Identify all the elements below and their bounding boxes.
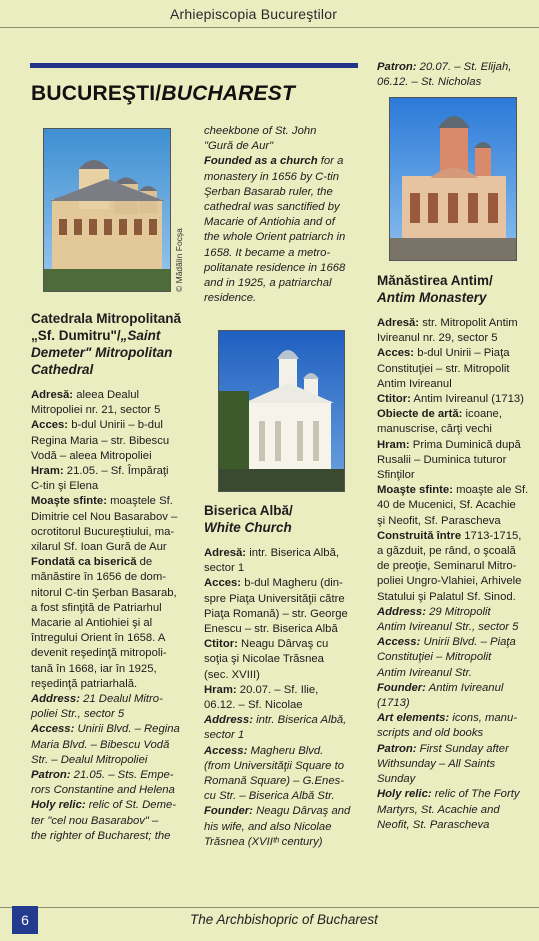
- field-label: Address:: [377, 605, 426, 618]
- text-line: [377, 453, 537, 468]
- text-line: [31, 601, 191, 616]
- text-line: [31, 525, 191, 540]
- field-value: Constituţiei – str. Mitropolit: [377, 362, 510, 375]
- text-line: [377, 787, 537, 802]
- field-value: a fost sfinţită de Patriarhul: [31, 601, 162, 614]
- column-1: [31, 310, 191, 844]
- field-value: rors Constantine and Helena: [31, 784, 175, 797]
- field-value: cu Str. – Biserica Albă Str.: [204, 790, 335, 803]
- field-label: Ctitor:: [377, 393, 411, 406]
- field-value: for a: [317, 155, 344, 168]
- field-value: Sfinţilor: [377, 469, 415, 482]
- text-line: [31, 798, 191, 813]
- field-value: ocrotitorul Bucureştiului, ma-: [31, 525, 175, 538]
- field-label: Hram:: [31, 465, 64, 478]
- field-value: Antim Ivireanul Str., sector 5: [377, 621, 519, 634]
- field-label: Adresă:: [204, 547, 247, 559]
- field-value: Maria Blvd. – Bibescu Vodă: [31, 738, 170, 751]
- field-value: and in 1925, a patriarchal: [204, 277, 332, 290]
- text-line: [377, 696, 537, 711]
- page-number: 6: [12, 906, 38, 934]
- field-value: a găzduit, pe rând, o şcoală: [377, 545, 516, 558]
- text-line: [204, 592, 364, 607]
- column-3-lower: [377, 272, 537, 833]
- field-label: Acces:: [377, 347, 415, 360]
- field-value: Antim Ivireanul: [425, 681, 504, 694]
- field-value: Piaţa Romană) – str. George: [204, 607, 348, 620]
- text-line: [31, 418, 191, 433]
- text-line: [377, 75, 537, 90]
- text-line: [31, 662, 191, 677]
- field-value: Neagu Dârvaş cu: [237, 638, 329, 651]
- field-value: 20.07. – Sf. Ilie,: [236, 683, 319, 696]
- field-value: soţia şi Nicolae Trăsnea: [204, 653, 324, 666]
- field-value: Ivireanul nr. 29, sector 5: [377, 332, 498, 345]
- field-value: Antim Ivireanul Str.: [377, 666, 473, 679]
- field-label: Address:: [31, 693, 80, 706]
- text-line: [377, 468, 537, 483]
- field-label: Moaşte sfinte:: [377, 484, 453, 497]
- text-line: [31, 829, 191, 844]
- field-value: intr. Biserica Albă,: [246, 547, 340, 559]
- field-value: cheekbone of St. John: [204, 125, 317, 137]
- heading-line: Biserica Albă/: [204, 503, 293, 518]
- field-label: Holy relic:: [377, 788, 432, 801]
- field-value: his wife, and also Nicolae: [204, 820, 332, 833]
- heading-line-en: Demeter" Mitropolitan: [31, 345, 173, 360]
- text-line: [377, 392, 537, 407]
- field-value: str. Mitropolit Antim: [419, 317, 518, 329]
- field-value: Withsunday – All Saints: [377, 757, 496, 770]
- column-3: [377, 60, 537, 90]
- field-value: intr. Biserica Albă,: [252, 714, 347, 727]
- field-value: b-dul Magheru (din-: [241, 577, 343, 590]
- field-value: ter "cel nou Basarabov" –: [31, 814, 159, 827]
- header-divider: [0, 27, 539, 28]
- text-line: [204, 835, 364, 850]
- field-value: aleea Dealul: [73, 389, 140, 401]
- field-value: Martyrs, St. Acachie and: [377, 803, 500, 816]
- heading-line-en: Cathedral: [31, 362, 94, 377]
- text-line: [31, 586, 191, 601]
- white-church-heading: [204, 502, 364, 536]
- text-line: [377, 544, 537, 559]
- text-line: [204, 291, 364, 306]
- field-value: C-tin şi Elena: [31, 480, 99, 493]
- antim-monastery-photo: [389, 97, 517, 261]
- text-line: [377, 635, 537, 650]
- heading-line-en: White Church: [204, 520, 292, 535]
- column-2: [204, 124, 364, 306]
- field-value: First Sunday after: [416, 742, 509, 755]
- text-line: [377, 605, 537, 620]
- text-line: [31, 510, 191, 525]
- cathedral-heading: [31, 310, 191, 378]
- text-line: [377, 620, 537, 635]
- text-line: [204, 759, 364, 774]
- field-value: Antim Ivireanul: [377, 377, 452, 390]
- column-2-lower: [204, 502, 364, 850]
- text-line: [377, 681, 537, 696]
- text-line: [204, 124, 364, 139]
- field-label: Acces:: [31, 419, 69, 432]
- field-value: Şerban Basarab ruler, the: [204, 185, 333, 198]
- text-line: [31, 388, 191, 403]
- antim-heading: [377, 272, 537, 306]
- field-value: (sec. XVIII): [204, 668, 260, 681]
- field-label: Adresă:: [31, 389, 74, 401]
- field-label: Access:: [31, 723, 75, 736]
- field-value: 29 Mitropolit: [425, 605, 491, 618]
- text-line: [377, 726, 537, 741]
- field-value: Neagu Dârvaş and: [252, 805, 351, 818]
- photo-credit: © Mădălin Focşa: [174, 228, 184, 292]
- text-line: [377, 316, 537, 331]
- text-line: [31, 692, 191, 707]
- text-line: [31, 783, 191, 798]
- field-value: cathedral was sanctified by: [204, 201, 340, 214]
- text-line: [204, 154, 364, 169]
- field-value: "Gură de Aur": [204, 140, 274, 153]
- text-line: [31, 464, 191, 479]
- field-value: de: [136, 556, 153, 569]
- text-line: [204, 200, 364, 215]
- text-line: [377, 742, 537, 757]
- field-value: 1658. It became a metro-: [204, 246, 331, 259]
- field-value: devenit reşedinţă mitropoli-: [31, 647, 167, 660]
- text-line: [31, 677, 191, 692]
- field-value: sector 1: [204, 562, 245, 575]
- section-title-en: BUCHAREST: [161, 82, 295, 105]
- field-value: relic of St. Deme-: [85, 799, 177, 812]
- field-value: 21.05. – Sts. Empe-: [70, 769, 174, 782]
- text-line: [31, 616, 191, 631]
- text-line: [204, 215, 364, 230]
- field-value: manuscrise, cărţi vechi: [377, 423, 492, 436]
- field-label: Construită între: [377, 529, 462, 542]
- text-line: [377, 711, 537, 726]
- text-line: [204, 185, 364, 200]
- white-church-details: [204, 546, 364, 850]
- field-label: Art elements:: [377, 712, 450, 725]
- text-line: [377, 331, 537, 346]
- field-value: 1713-1715,: [461, 529, 522, 542]
- text-line: [31, 707, 191, 722]
- field-value: Antim Ivireanul (1713): [410, 393, 524, 406]
- field-label: Ctitor:: [204, 638, 238, 651]
- field-value: Romană Square) – G.Enes-: [204, 775, 345, 788]
- field-value: Constituţiei – Mitropolit: [377, 651, 492, 664]
- field-value: the whole Orient patriarch in: [204, 231, 346, 244]
- field-value: 06.12. – St. Nicholas: [377, 76, 482, 89]
- text-line: [31, 570, 191, 585]
- text-line: [204, 622, 364, 637]
- section-title: [31, 82, 295, 106]
- field-label: Founder:: [377, 681, 426, 694]
- field-value: poliei Ungro-Vlahiei, Arhivele: [377, 575, 522, 588]
- text-line: [377, 818, 537, 833]
- text-line: [377, 60, 537, 75]
- field-value: Mitropoliei nr. 21, sector 5: [31, 404, 161, 417]
- text-line: [204, 637, 364, 652]
- section-title-ro: BUCUREŞTI/: [31, 82, 162, 105]
- text-line: [31, 738, 191, 753]
- field-label: Fondată ca biserică: [31, 556, 137, 569]
- text-line: [204, 744, 364, 759]
- field-value: şi Neofit, Sf. Parascheva: [377, 514, 501, 527]
- text-line: [377, 666, 537, 681]
- text-line: [377, 772, 537, 787]
- field-value: Neofit, St. Parascheva: [377, 818, 490, 831]
- field-value: mănăstire în 1656 de dom-: [31, 571, 167, 584]
- field-value: spre Piaţa Universităţii către: [204, 592, 345, 605]
- field-label: Founder:: [204, 805, 253, 818]
- text-line: [377, 514, 537, 529]
- text-line: [377, 422, 537, 437]
- text-line: [31, 494, 191, 509]
- field-value: Prima Duminică după: [409, 438, 521, 451]
- field-value: icoane,: [462, 408, 502, 421]
- field-label: Holy relic:: [31, 799, 86, 812]
- field-value: scripts and old books: [377, 727, 484, 740]
- field-value: Unirii Blvd. – Piaţa: [420, 636, 516, 649]
- field-value: Str. – Dealul Mitropoliei: [31, 753, 148, 766]
- text-line: [377, 362, 537, 377]
- field-value: Dimitrie cel Nou Basarabov –: [31, 510, 178, 523]
- field-value: 21.05. – Sf. Împăraţi: [63, 465, 169, 478]
- field-label: Hram:: [204, 683, 237, 696]
- text-line: [204, 698, 364, 713]
- text-line: [204, 683, 364, 698]
- field-value: monastery in 1656 by C-tin: [204, 170, 340, 183]
- field-value: residence.: [204, 292, 257, 305]
- text-line: [377, 377, 537, 392]
- heading-line-en: „Saint: [120, 328, 161, 343]
- field-label: Hram:: [377, 438, 410, 451]
- text-line: [204, 713, 364, 728]
- field-value: Regina Maria – str. Bibescu: [31, 434, 170, 447]
- field-value: xilarul Sf. Ioan Gură de Aur: [31, 541, 167, 554]
- text-line: [204, 607, 364, 622]
- field-value: Macarie al Antiohiei şi al: [31, 617, 153, 630]
- text-line: [204, 276, 364, 291]
- field-value: relic of The Forty: [431, 788, 520, 801]
- text-line: [377, 650, 537, 665]
- field-value: 21 Dealul Mitro-: [79, 693, 163, 706]
- heading-line: Catedrala Mitropolitană: [31, 311, 182, 326]
- field-value: moaşte ale Sf.: [452, 484, 529, 497]
- text-line: [377, 407, 537, 422]
- text-line: [31, 434, 191, 449]
- text-line: [204, 246, 364, 261]
- text-line: [204, 170, 364, 185]
- field-value: 06.12. – Sf. Nicolae: [204, 699, 303, 712]
- field-label: Acces:: [204, 577, 242, 590]
- antim-details: [377, 316, 537, 833]
- field-label: Access:: [204, 744, 248, 757]
- text-line: [31, 449, 191, 464]
- field-value: icons, manu-: [449, 712, 518, 725]
- cathedral-details-continued: [204, 124, 364, 306]
- text-line: [377, 757, 537, 772]
- field-value: tană în 1668, iar în 1925,: [31, 662, 157, 675]
- field-value: b-dul Unirii – b-dul: [68, 419, 163, 432]
- text-line: [204, 576, 364, 591]
- text-line: [377, 529, 537, 544]
- field-value: nitorul C-tin Şerban Basarab,: [31, 586, 177, 599]
- text-line: [204, 261, 364, 276]
- text-line: [31, 555, 191, 570]
- field-label: Address:: [204, 714, 253, 727]
- text-line: [204, 820, 364, 835]
- field-value: Rusalii – Duminica tuturor: [377, 453, 507, 466]
- text-line: [204, 804, 364, 819]
- text-line: [377, 483, 537, 498]
- text-line: [377, 559, 537, 574]
- field-value: de preoţie, Seminarul Mitro-: [377, 560, 517, 573]
- section-accent-bar: [30, 63, 358, 68]
- text-line: [31, 722, 191, 737]
- field-value: Unirii Blvd. – Regina: [74, 723, 180, 736]
- text-line: [204, 561, 364, 576]
- white-church-patron: [377, 60, 537, 90]
- text-line: [204, 774, 364, 789]
- field-label: Adresă:: [377, 317, 420, 329]
- field-value: Magheru Blvd.: [247, 744, 324, 757]
- text-line: [377, 574, 537, 589]
- text-line: [377, 498, 537, 513]
- text-line: [377, 803, 537, 818]
- field-value: Enescu – str. Biserica Albă: [204, 623, 338, 636]
- field-value: 40 de Mucenici, Sf. Acachie: [377, 499, 516, 512]
- cathedral-photo: [43, 128, 171, 292]
- footer-divider: [0, 907, 539, 908]
- text-line: [31, 479, 191, 494]
- text-line: [204, 139, 364, 154]
- heading-line: „Sf. Dumitru"/: [31, 328, 121, 343]
- field-value: Trăsnea (XVIIᵗʰ century): [204, 835, 323, 848]
- field-value: (from Universităţii Square to: [204, 759, 345, 772]
- text-line: [204, 652, 364, 667]
- field-value: b-dul Unirii – Piaţa: [414, 347, 510, 360]
- field-value: poliei Str., sector 5: [31, 708, 125, 721]
- field-value: 20.07. – St. Elijah,: [416, 61, 512, 73]
- text-line: [31, 646, 191, 661]
- field-value: moaştele Sf.: [106, 495, 173, 508]
- text-line: [31, 403, 191, 418]
- text-line: [31, 768, 191, 783]
- text-line: [377, 590, 537, 605]
- field-label: Patron:: [377, 61, 417, 73]
- text-line: [31, 753, 191, 768]
- field-label: Obiecte de artă:: [377, 408, 463, 421]
- text-line: [377, 346, 537, 361]
- text-line: [204, 230, 364, 245]
- text-line: [204, 789, 364, 804]
- cathedral-details: [31, 388, 191, 844]
- heading-line-en: Antim Monastery: [377, 290, 487, 305]
- field-value: politanate residence in 1668: [204, 261, 346, 274]
- text-line: [204, 546, 364, 561]
- text-line: [31, 814, 191, 829]
- heading-line: Mănăstirea Antim/: [377, 273, 493, 288]
- field-value: Sunday: [377, 773, 416, 786]
- text-line: [377, 438, 537, 453]
- text-line: [204, 668, 364, 683]
- field-label: Access:: [377, 636, 421, 649]
- field-value: întregului Orient în 1658. A: [31, 632, 166, 645]
- field-label: Moaşte sfinte:: [31, 495, 107, 508]
- field-value: (1713): [377, 697, 410, 710]
- field-value: reşedinţă patriarhală.: [31, 677, 138, 690]
- field-value: Macarie of Antiohia and of: [204, 216, 335, 229]
- field-label: Founded as a church: [204, 155, 318, 168]
- field-value: the righter of Bucharest; the: [31, 829, 171, 842]
- footer-title: The Archbishopric of Bucharest: [190, 912, 378, 927]
- field-value: Statului şi Palatul Sf. Sinod.: [377, 590, 516, 603]
- field-value: sector 1: [204, 729, 245, 742]
- text-line: [204, 728, 364, 743]
- text-line: [31, 540, 191, 555]
- field-value: Vodă – aleea Mitropoliei: [31, 449, 152, 462]
- running-header: Arhiepiscopia Bucureştilor: [170, 6, 338, 22]
- field-label: Patron:: [31, 769, 71, 782]
- white-church-photo: [218, 330, 345, 492]
- field-label: Patron:: [377, 742, 417, 755]
- text-line: [31, 631, 191, 646]
